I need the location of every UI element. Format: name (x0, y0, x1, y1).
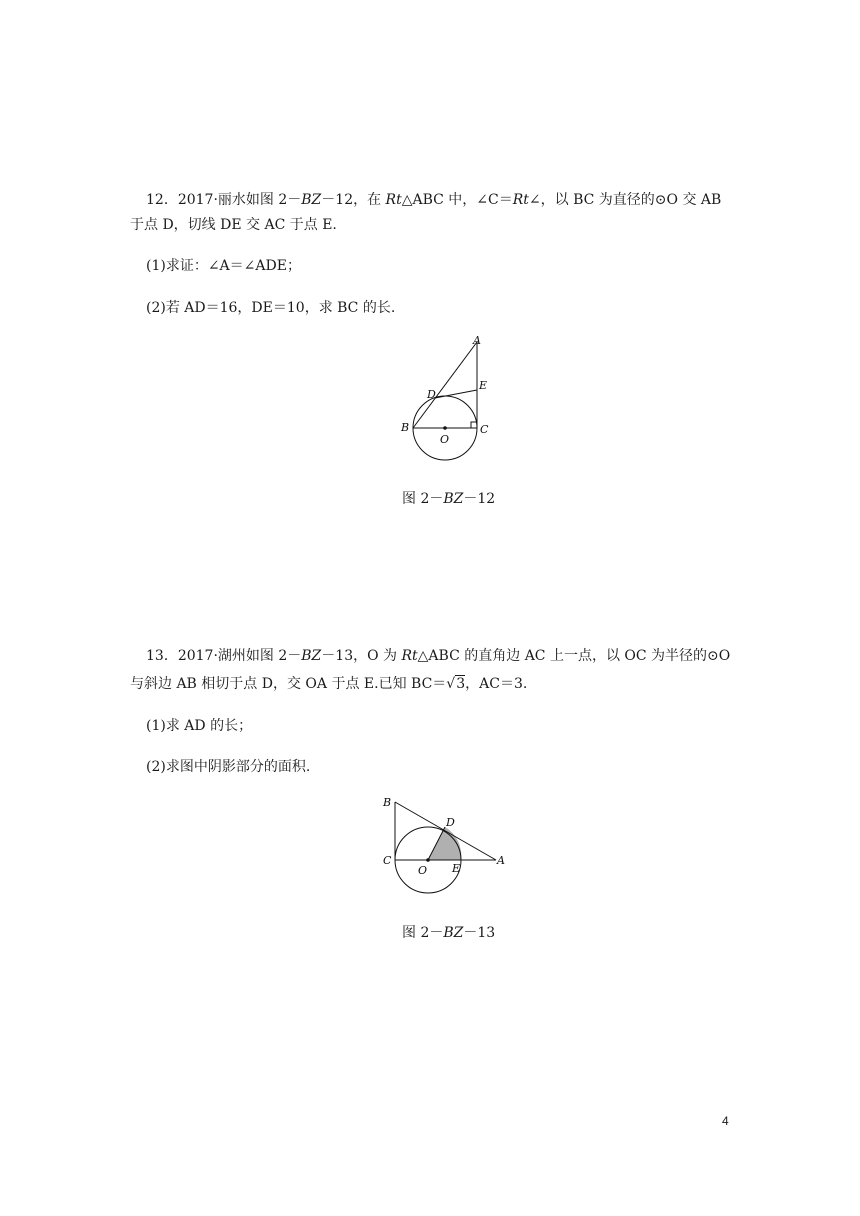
problem-12-line-2: 于点 D，切线 DE 交 AC 于点 E. (130, 217, 337, 233)
label-d: D (427, 388, 436, 401)
figure-caption-13: 图 2－BZ－13 (402, 925, 496, 941)
segment-ab (413, 342, 477, 428)
sqrt-sign: √ (446, 676, 456, 692)
label-d: D (446, 816, 455, 829)
problem-13-part-2: (2)求图中阴影部分的面积. (146, 759, 311, 775)
sqrt-radicand: 3 (456, 676, 466, 692)
label-b: B (383, 796, 392, 809)
center-dot (443, 426, 447, 430)
label-c: C (480, 423, 489, 436)
label-b: B (401, 421, 410, 434)
problem-12-part-1: (1)求证：∠A＝∠ADE； (146, 258, 301, 274)
label-o: O (418, 864, 428, 877)
label-a: A (473, 334, 481, 347)
figure-caption-12: 图 2－BZ－12 (402, 491, 496, 507)
problem-13-line-2: 与斜边 AB 相切于点 D，交 OA 于点 E.已知 BC＝√3，AC＝3. (130, 676, 528, 692)
label-c: C (383, 854, 392, 867)
problem-13-part-1: (1)求 AD 的长； (146, 718, 253, 734)
center-dot (426, 858, 430, 862)
segment-de (435, 390, 477, 398)
page-number: 4 (722, 1114, 729, 1128)
label-e: E (479, 379, 488, 392)
figure-2-bz-13 (378, 790, 518, 900)
problem-12-part-2: (2)若 AD＝16，DE＝10，求 BC 的长. (146, 300, 396, 316)
problem-12-line-1: 12．2017·丽水如图 2－BZ－12，在 Rt△ABC 中，∠C＝Rt∠，以 BC 为直径的⊙O 交 AB (146, 192, 722, 208)
label-a: A (497, 854, 505, 867)
figure-2-bz-12 (390, 330, 530, 470)
label-o: O (440, 433, 450, 446)
problem-13-line-1: 13．2017·湖州如图 2－BZ－13，O 为 Rt△ABC 的直角边 AC 上一点，以 OC 为半径的⊙O (146, 648, 731, 664)
label-e: E (452, 862, 461, 875)
